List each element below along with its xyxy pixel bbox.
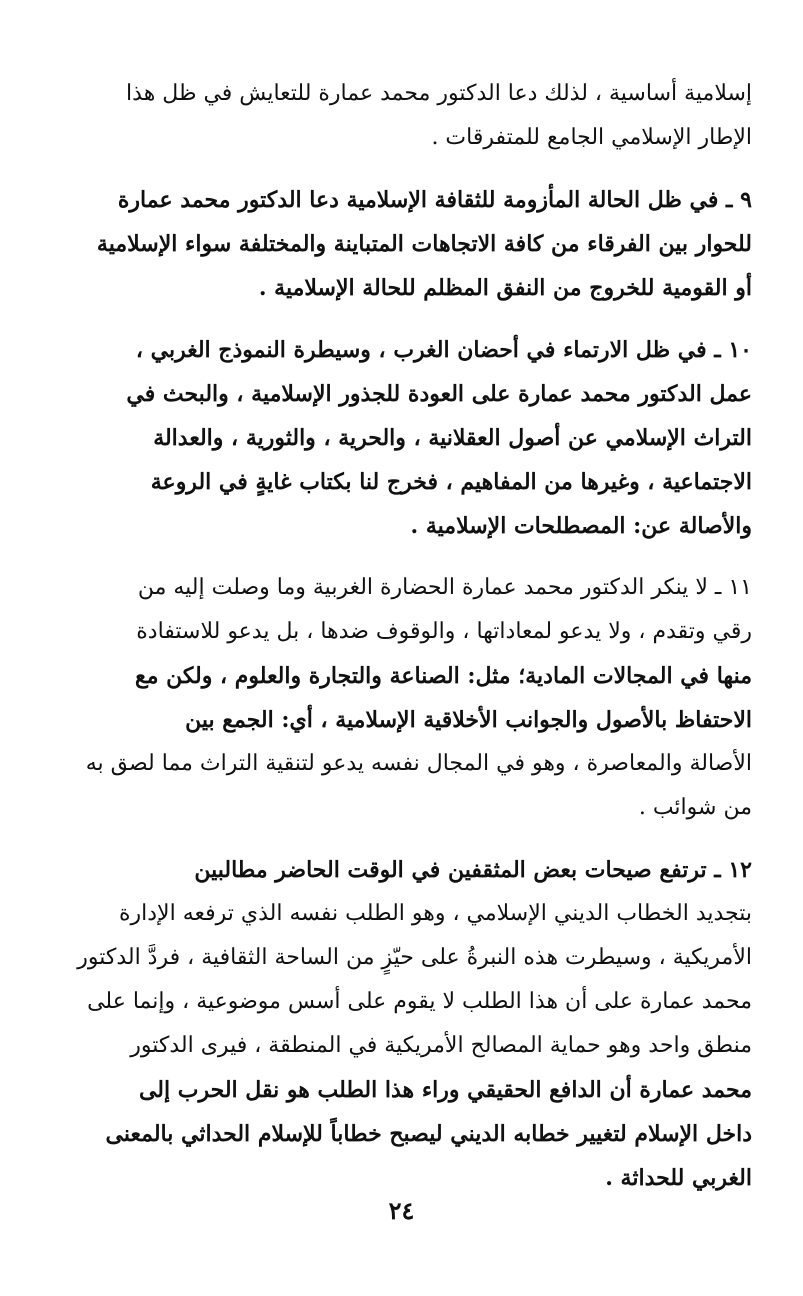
text-line: الأمريكية ، وسيطرت هذه النبرةُ على حيّزٍ من الساحة الثقافية ، فردَّ الدكتور bbox=[77, 945, 752, 970]
text-line: ١٢ ـ ترتفع صيحات بعض المثقفين في الوقت الحاضر مطالبين bbox=[194, 857, 752, 883]
text-line: الاجتماعية ، وغيرها من المفاهيم ، فخرج لنا بكتاب غايةٍ في الروعة bbox=[150, 469, 752, 495]
text-line: ٩ ـ في ظل الحالة المأزومة للثقافة الإسلامية دعا الدكتور محمد عمارة bbox=[117, 187, 752, 213]
text-line: للحوار بين الفرقاء من كافة الاتجاهات المتباينة والمختلفة سواء الإسلامية bbox=[96, 231, 752, 257]
text-line: محمد عمارة أن الدافع الحقيقي وراء هذا الطلب هو نقل الحرب إلى bbox=[138, 1077, 752, 1103]
text-line: عمل الدكتور محمد عمارة على العودة للجذور الإسلامية ، والبحث في bbox=[126, 381, 752, 407]
paragraph-11 bbox=[52, 566, 752, 830]
text-line: الغربي للحداثة . bbox=[605, 1165, 752, 1191]
paragraph-8 bbox=[52, 72, 752, 160]
text-line: إسلامية أساسية ، لذلك دعا الدكتور محمد عمارة للتعايش في ظل هذا bbox=[126, 81, 752, 106]
text-line: بتجديد الخطاب الديني الإسلامي ، وهو الطلب نفسه الذي ترفعه الإدارة bbox=[119, 901, 752, 926]
text-line: محمد عمارة على أن هذا الطلب لا يقوم على أسس موضوعية ، وإنما على bbox=[87, 989, 752, 1014]
text-line: منها في المجالات المادية؛ مثل: الصناعة والتجارة والعلوم ، ولكن مع bbox=[135, 663, 752, 689]
text-line: الإطار الإسلامي الجامع للمتفرقات . bbox=[431, 125, 752, 150]
page-number: ٢٤ bbox=[388, 1196, 415, 1225]
text-line: أو القومية للخروج من النفق المظلم للحالة الإسلامية . bbox=[258, 275, 752, 301]
text-line: التراث الإسلامي عن أصول العقلانية ، والحرية ، والثورية ، والعدالة bbox=[153, 425, 752, 451]
text-line: الأصالة والمعاصرة ، وهو في المجال نفسه يدعو لتنقية التراث مما لصق به bbox=[85, 751, 752, 776]
text-line: رقي وتقدم ، ولا يدعو لمعاداتها ، والوقوف ضدها ، بل يدعو للاستفادة bbox=[136, 619, 752, 644]
paragraph-12 bbox=[52, 848, 752, 1200]
text-line: الاحتفاظ بالأصول والجوانب الأخلاقية الإسلامية ، أي: الجمع بين bbox=[185, 707, 752, 733]
text-line: داخل الإسلام لتغيير خطابه الديني ليصبح خطاباً للإسلام الحداثي بالمعنى bbox=[105, 1121, 752, 1147]
paragraph-9 bbox=[52, 178, 752, 310]
text-line: والأصالة عن: المصطلحات الإسلامية . bbox=[410, 513, 752, 539]
text-line: منطق واحد وهو حماية المصالح الأمريكية في المنطقة ، فيرى الدكتور bbox=[130, 1033, 752, 1058]
text-line: ١١ ـ لا ينكر الدكتور محمد عمارة الحضارة الغربية وما وصلت إليه من bbox=[137, 575, 752, 600]
text-line: ١٠ ـ في ظل الارتماء في أحضان الغرب ، وسيطرة النموذج الغربي ، bbox=[135, 337, 752, 363]
page-body bbox=[52, 72, 752, 1218]
paragraph-10 bbox=[52, 328, 752, 548]
text-line: من شوائب . bbox=[638, 795, 752, 820]
